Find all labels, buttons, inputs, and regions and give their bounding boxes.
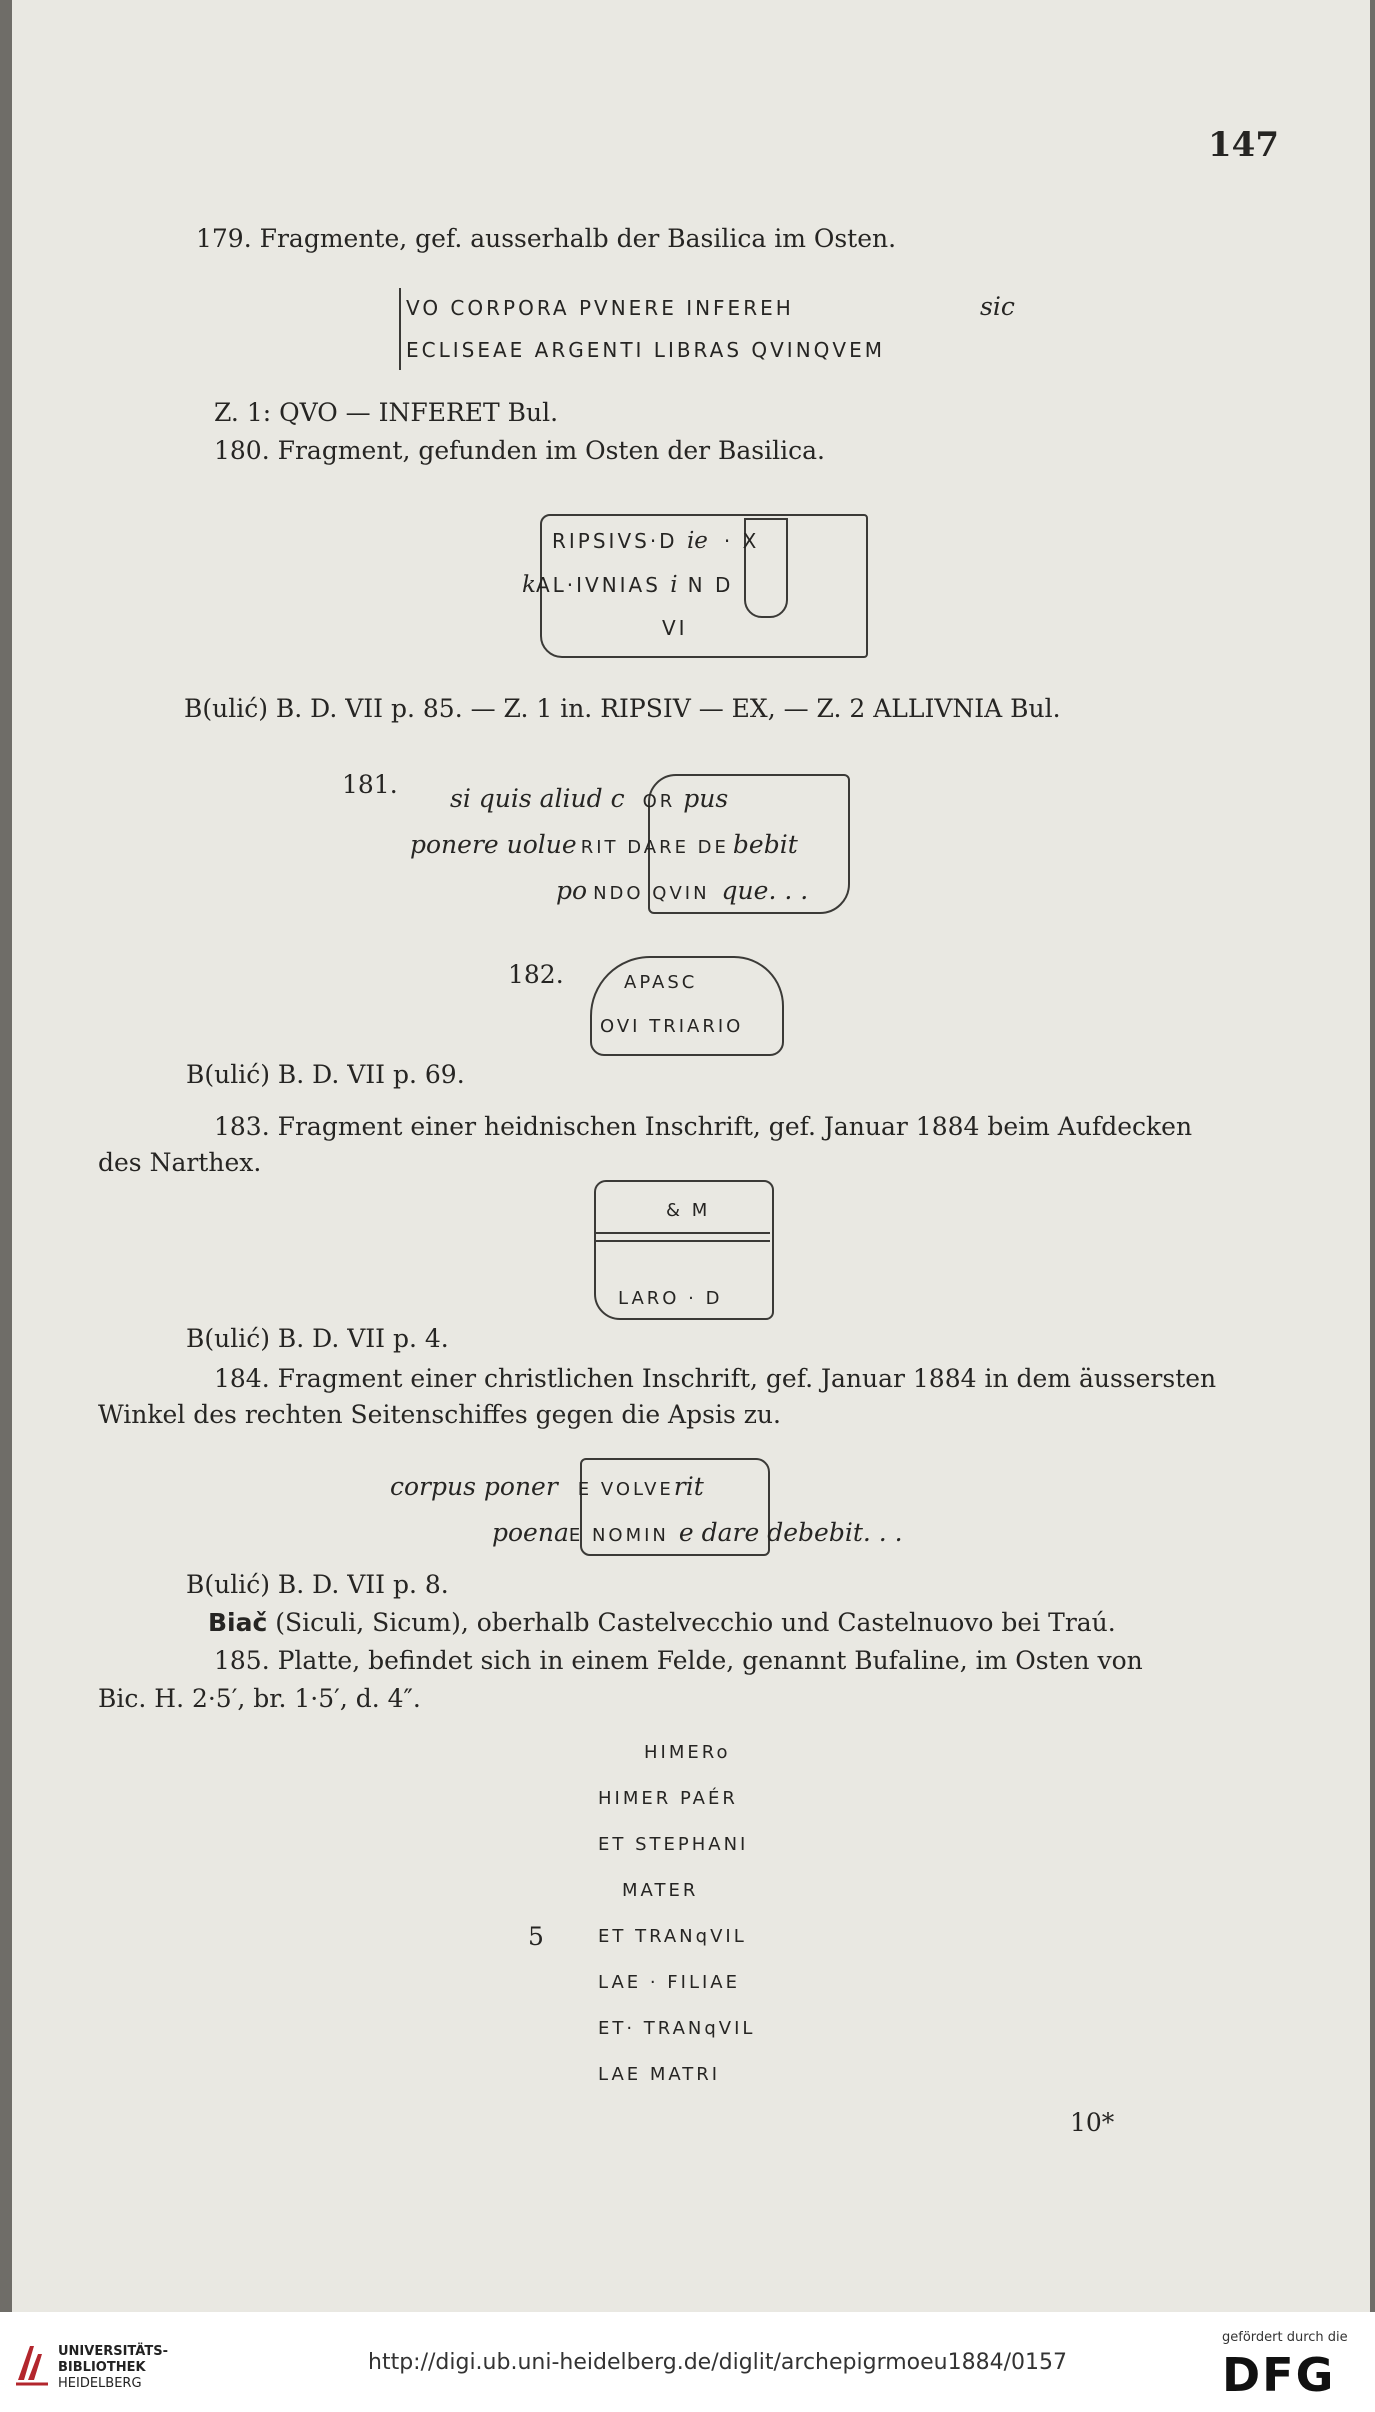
library-name-line2: BIBLIOTHEK: [58, 2360, 146, 2375]
entry-179-sic: sic: [980, 292, 1015, 321]
entry-185-line: ET· TRANqVIL: [598, 2018, 756, 2039]
entry-185-line: LAE MATRI: [598, 2064, 721, 2085]
entry-180-reference: B(ulić) B. D. VII p. 85. — Z. 1 in. RIPSIV — EX, — Z. 2 ALLIVNIA Bul.: [184, 694, 1061, 723]
entry-184-line1: corpus poner E VOLVErit: [390, 1472, 704, 1501]
entry-185-line: ET STEPHANI: [598, 1834, 749, 1855]
entry-180-row2: kAL·IVNIAS i N D: [522, 572, 734, 598]
page-number: 147: [1208, 125, 1279, 165]
entry-182-number: 182.: [508, 960, 564, 989]
entry-183-heading-line1: 183. Fragment einer heidnischen Inschrift, gef. Januar 1884 beim Aufdecken: [214, 1112, 1193, 1141]
entry-185-line: ET TRANqVIL: [598, 1926, 747, 1947]
entry-181-line1: si quis aliud c OR pus: [450, 784, 729, 813]
university-logo-icon: [14, 2340, 50, 2386]
viewer-footer: [0, 2312, 1375, 2412]
entry-185-line: HIMER PAÉR: [598, 1788, 738, 1809]
entry-183-reference: B(ulić) B. D. VII p. 4.: [186, 1324, 449, 1353]
entry-180-heading: 180. Fragment, gefunden im Osten der Basilica.: [214, 436, 825, 465]
entry-181-number: 181.: [342, 770, 398, 799]
entry-184-heading-line1: 184. Fragment einer christlichen Inschrift, gef. Januar 1884 in dem äussersten: [214, 1364, 1217, 1393]
dfg-logo: DFG: [1222, 2348, 1336, 2402]
entry-183-top: & M: [666, 1200, 711, 1221]
entry-182-line2: OVI TRIARIO: [600, 1016, 744, 1037]
signature-mark: 10*: [1070, 2108, 1115, 2137]
permalink-url[interactable]: http://digi.ub.uni-heidelberg.de/diglit/archepigrmoeu1884/0157: [368, 2350, 1067, 2375]
library-name-line3: HEIDELBERG: [58, 2376, 142, 2391]
entry-182-reference: B(ulić) B. D. VII p. 69.: [186, 1060, 465, 1089]
entry-179-note: Z. 1: QVO — INFERET Bul.: [214, 398, 559, 427]
biac-place-heading: Biač (Siculi, Sicum), oberhalb Castelvecchio und Castelnuovo bei Traú.: [208, 1608, 1116, 1637]
entry-185-line: HIMERo: [644, 1742, 731, 1763]
entry-180-row3: VI: [662, 616, 688, 640]
entry-184-reference: B(ulić) B. D. VII p. 8.: [186, 1570, 449, 1599]
entry-183-bottom: LARO · D: [618, 1288, 723, 1309]
entry-185-line-number: 5: [528, 1922, 544, 1951]
library-name-line1: UNIVERSITÄTS-: [58, 2344, 168, 2359]
entry-185-line: MATER: [622, 1880, 699, 1901]
entry-179-line1: VO CORPORA PVNERE INFEREH: [406, 296, 794, 320]
entry-183-heading-line2: des Narthex.: [98, 1148, 262, 1177]
entry-184-line2: poenaE NOMIN e dare debebit. . .: [492, 1518, 903, 1547]
entry-181-line3: po NDO QVIN que. . .: [556, 876, 809, 905]
entry-182-line1: APASC: [624, 972, 698, 993]
entry-181-line2: ponere uolue RIT DARE DE bebit: [410, 830, 798, 859]
entry-179-line2: ECLISEAE ARGENTI LIBRAS QVINQVEM: [406, 338, 885, 362]
document-page: [12, 0, 1370, 2312]
entry-185-heading-line2: Bic. H. 2·5′, br. 1·5′, d. 4″.: [98, 1684, 421, 1713]
entry-185-heading-line1: 185. Platte, befindet sich in einem Felde, genannt Bufaline, im Osten von: [214, 1646, 1143, 1675]
entry-185-line: LAE · FILIAE: [598, 1972, 740, 1993]
inscription-183-rule-1: [596, 1232, 770, 1234]
entry-179-heading: 179. Fragmente, gef. ausserhalb der Basilica im Osten.: [196, 224, 897, 253]
inscription-183-rule-2: [596, 1240, 770, 1242]
entry-184-heading-line2: Winkel des rechten Seitenschiffes gegen die Apsis zu.: [98, 1400, 781, 1429]
entry-180-row1: RIPSIVS·D ie · X: [552, 528, 760, 554]
inscription-182-frame: [590, 956, 784, 1056]
funding-note: gefördert durch die: [1222, 2330, 1348, 2345]
bracket-179: [399, 288, 401, 370]
